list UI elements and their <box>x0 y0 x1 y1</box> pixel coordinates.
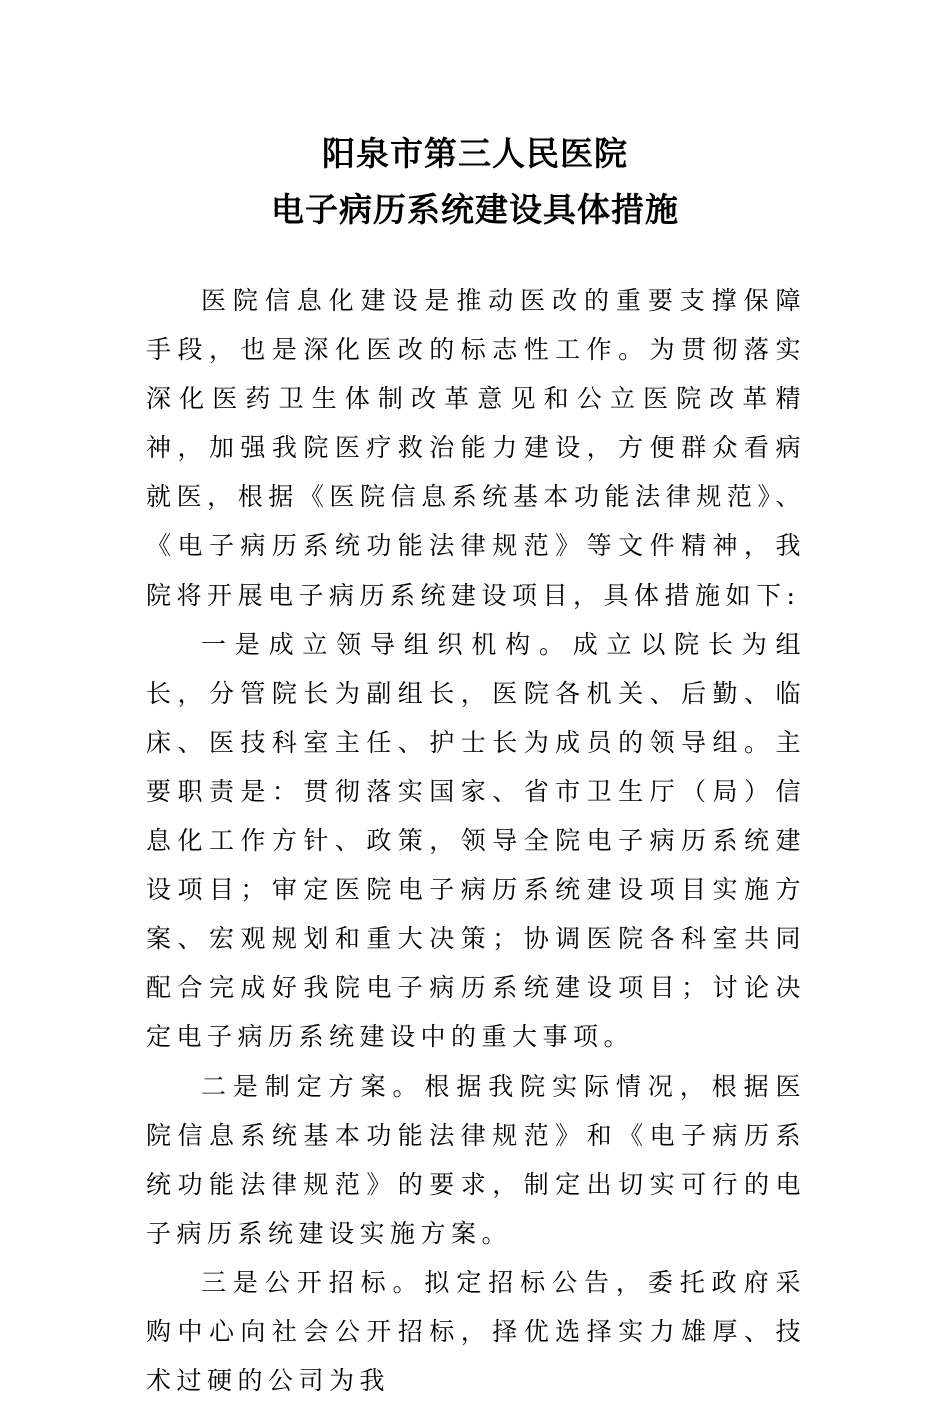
paragraph-measure-2: 二是制定方案。根据我院实际情况，根据医院信息系统基本功能法律规范》和《电子病历系统功能法律规范》的要求，制定出切实可行的电子病历系统建设实施方案。 <box>146 1071 806 1248</box>
paragraph-intro: 医院信息化建设是推动医改的重要支撑保障手段，也是深化医改的标志性工作。为贯彻落实深化医药卫生体制改革意见和公立医院改革精神，加强我院医疗救治能力建设，方便群众看病就医，根据《医院信息系统基本功能法律规范》、《电子病历系统功能法律规范》等文件精神，我院将开展电子病历系统建设项目，具体措施如下: <box>146 286 806 610</box>
paragraph-measure-1: 一是成立领导组织机构。成立以院长为组长，分管院长为副组长，医院各机关、后勤、临床、医技科室主任、护士长为成员的领导组。主要职责是：贯彻落实国家、省市卫生厅（局）信息化工作方针、政策，领导全院电子病历系统建设项目；审定医院电子病历系统建设项目实施方案、宏观规划和重大决策；协调医院各科室共同配合完成好我院电子病历系统建设项目；讨论决定电子病历系统建设中的重大事项。 <box>146 629 806 1052</box>
paragraph-measure-3: 三是公开招标。拟定招标公告，委托政府采购中心向社会公开招标，择优选择实力雄厚、技术过硬的公司为我 <box>146 1267 806 1396</box>
document-body <box>146 276 806 1405</box>
document-title <box>0 126 950 238</box>
title-line-subject: 电子病历系统建设具体措施 <box>271 190 679 229</box>
title-line-hospital: 阳泉市第三人民医院 <box>322 134 628 173</box>
